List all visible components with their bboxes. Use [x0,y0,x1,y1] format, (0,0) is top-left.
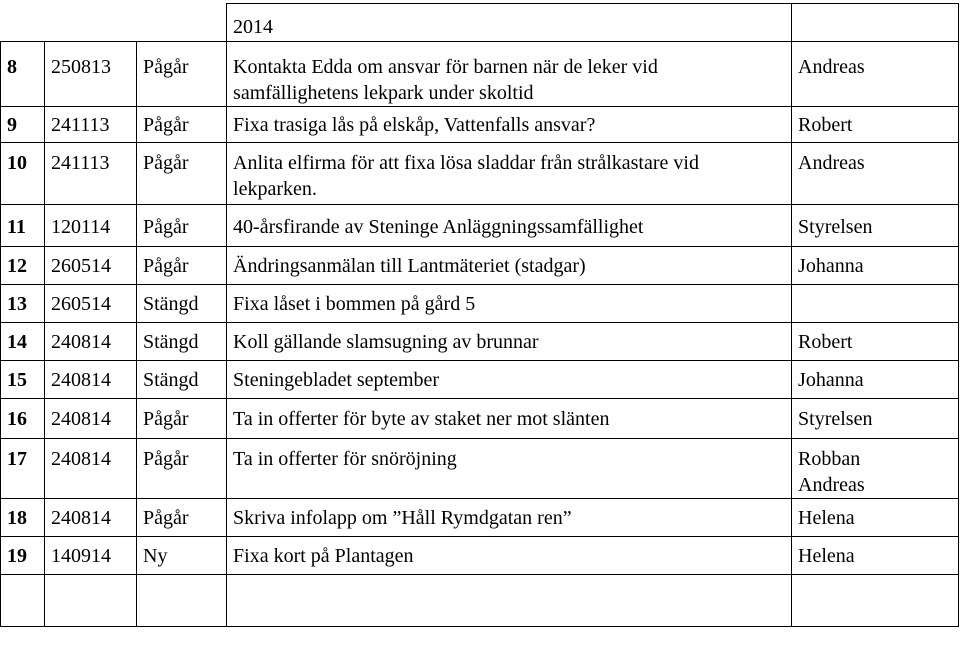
owner-text: Robban Andreas [798,448,865,496]
status-text: Pågår [143,114,189,136]
status-text: Ny [143,545,168,567]
status-text: Stängd [143,293,199,315]
task-cell [227,361,792,399]
year-cell: 2014 [227,4,792,42]
date-cell [45,439,137,499]
item-number-text: 14 [7,331,27,353]
date-text: 260514 [51,255,111,277]
date-cell [45,107,137,143]
status-cell [137,399,227,439]
table-row [1,537,959,575]
table-row [1,575,959,627]
item-number-text: 15 [7,369,27,391]
table-row [1,42,959,107]
task-cell [227,323,792,361]
item-number-text: 9 [7,114,17,136]
status-cell [137,285,227,323]
task-cell [227,205,792,247]
date-text: 140914 [51,545,111,567]
item-number-text: 12 [7,255,27,277]
date-text: 120114 [51,216,111,238]
status-text: Pågår [143,152,189,174]
date-cell [45,323,137,361]
task-cell [227,143,792,205]
task-text: Ändringsanmälan till Lantmäteriet (stadgar) [233,255,586,277]
item-number-text: 8 [7,56,17,78]
task-text: Steningebladet september [233,369,440,391]
task-text: Skriva infolapp om ”Håll Rymdgatan ren” [233,507,572,529]
status-text: Pågår [143,448,189,470]
item-number-text: 16 [7,408,27,430]
task-cell [227,499,792,537]
owner-cell [792,537,959,575]
status-text: Pågår [143,507,189,529]
date-cell [45,537,137,575]
task-cell [227,575,792,627]
task-text: Anlita elfirma för att fixa lösa sladdar från strålkastare vid lekparken. [233,152,699,200]
action-items-table [0,3,959,627]
status-cell [137,499,227,537]
date-cell [45,361,137,399]
owner-cell [792,399,959,439]
owner-cell [792,439,959,499]
date-text: 240814 [51,369,111,391]
item-number-cell [1,247,45,285]
table-row [1,143,959,205]
header-blank-cell [1,4,227,42]
item-number-text: 18 [7,507,27,529]
owner-text: Andreas [798,152,865,174]
table-body [1,4,959,627]
task-cell [227,439,792,499]
item-number-cell [1,537,45,575]
owner-cell [792,247,959,285]
task-cell [227,247,792,285]
owner-text: Styrelsen [798,408,873,430]
task-cell [227,399,792,439]
owner-cell [792,361,959,399]
item-number-cell [1,205,45,247]
task-cell [227,285,792,323]
owner-text: Andreas [798,56,865,78]
date-text: 240814 [51,507,111,529]
date-cell [45,205,137,247]
task-text: Ta in offerter för byte av staket ner mot slänten [233,408,610,430]
item-number-text: 10 [7,152,27,174]
item-number-cell [1,107,45,143]
date-cell [45,499,137,537]
owner-cell [792,499,959,537]
status-text: Pågår [143,216,189,238]
status-cell [137,247,227,285]
item-number-cell [1,361,45,399]
table-row [1,399,959,439]
date-cell [45,247,137,285]
task-text: Fixa trasiga lås på elskåp, Vattenfalls ansvar? [233,114,596,136]
date-text: 240814 [51,331,111,353]
owner-text: Helena [798,507,855,529]
owner-text: Johanna [798,369,864,391]
item-number-cell [1,499,45,537]
table-row [1,247,959,285]
task-text: Ta in offerter för snöröjning [233,448,457,470]
date-text: 240814 [51,408,111,430]
status-cell [137,143,227,205]
date-cell [45,143,137,205]
owner-cell [792,205,959,247]
table-row [1,439,959,499]
owner-text: Johanna [798,255,864,277]
status-text: Pågår [143,255,189,277]
status-cell [137,42,227,107]
item-number-cell [1,399,45,439]
table-row [1,361,959,399]
task-text: 40-årsfirande av Steninge Anläggningssamfällighet [233,216,644,238]
task-cell [227,537,792,575]
date-cell [45,575,137,627]
owner-text: Styrelsen [798,216,873,238]
status-cell [137,439,227,499]
status-cell [137,323,227,361]
owner-cell [792,107,959,143]
date-text: 241113 [51,152,110,174]
owner-cell [792,575,959,627]
status-text: Stängd [143,331,199,353]
task-text: Koll gällande slamsugning av brunnar [233,331,539,353]
status-text: Pågår [143,56,189,78]
table-row [1,107,959,143]
owner-cell [792,285,959,323]
status-cell [137,107,227,143]
item-number-cell [1,575,45,627]
date-text: 240814 [51,448,111,470]
table-row [1,323,959,361]
header-row [1,4,959,42]
date-text: 260514 [51,293,111,315]
item-number-text: 11 [7,216,26,238]
status-text: Pågår [143,408,189,430]
item-number-text: 19 [7,545,27,567]
owner-cell [792,323,959,361]
item-number-cell [1,439,45,499]
table-row [1,499,959,537]
owner-cell [792,143,959,205]
owner-text: Robert [798,114,853,136]
owner-cell [792,42,959,107]
header-owner-cell [792,4,959,42]
date-cell [45,399,137,439]
status-text: Stängd [143,369,199,391]
item-number-text: 13 [7,293,27,315]
status-cell [137,205,227,247]
item-number-cell [1,285,45,323]
task-text: Kontakta Edda om ansvar för barnen när de leker vid samfällighetens lekpark under skoltid [233,56,658,104]
date-cell [45,285,137,323]
owner-text: Robert [798,331,853,353]
date-text: 241113 [51,114,110,136]
task-cell [227,42,792,107]
task-cell [227,107,792,143]
owner-text: Helena [798,545,855,567]
item-number-cell [1,42,45,107]
date-text: 250813 [51,56,111,78]
status-cell [137,575,227,627]
task-text: Fixa kort på Plantagen [233,545,414,567]
task-text: Fixa låset i bommen på gård 5 [233,293,476,315]
date-cell [45,42,137,107]
item-number-cell [1,143,45,205]
status-cell [137,537,227,575]
table-row [1,205,959,247]
status-cell [137,361,227,399]
item-number-text: 17 [7,448,27,470]
table-row [1,285,959,323]
item-number-cell [1,323,45,361]
